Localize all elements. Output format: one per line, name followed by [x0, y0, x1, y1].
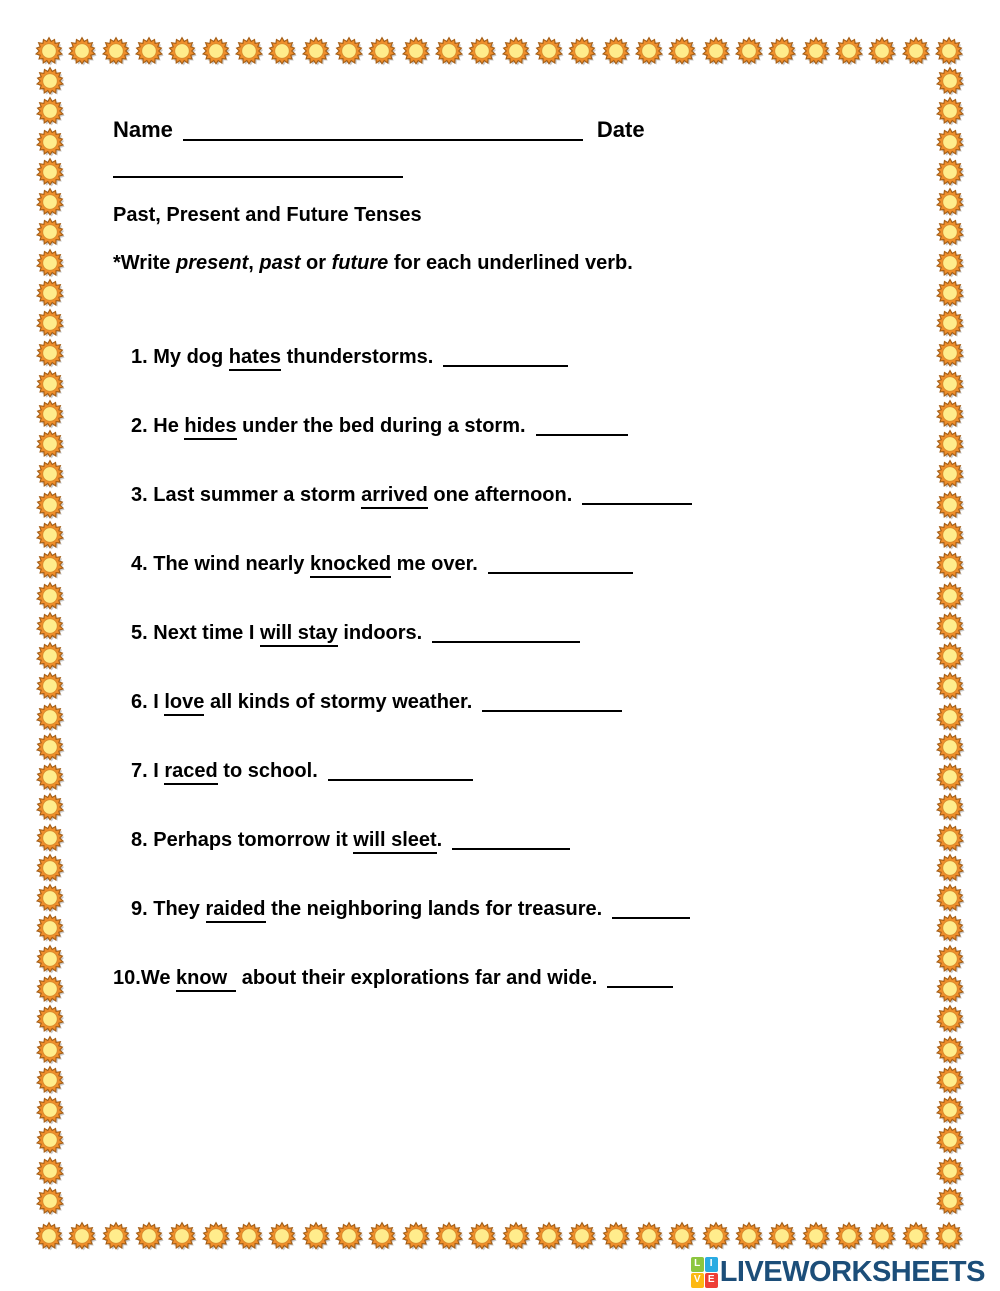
answer-blank[interactable]	[607, 970, 673, 988]
sun-icon	[35, 308, 65, 338]
sun-icon	[35, 520, 65, 550]
sun-icon	[935, 127, 965, 157]
sun-icon	[35, 127, 65, 157]
sun-icon	[35, 853, 65, 883]
sun-icon	[134, 1221, 164, 1251]
sun-icon	[935, 671, 965, 701]
sun-icon	[734, 1221, 764, 1251]
question-row	[113, 689, 913, 715]
answer-blank[interactable]	[328, 763, 473, 781]
sun-icon	[935, 308, 965, 338]
instruction-suffix: for each underlined verb.	[388, 252, 633, 274]
sun-icon	[935, 66, 965, 96]
liveworksheets-logo	[691, 1254, 985, 1290]
sun-icon	[601, 36, 631, 66]
answer-blank[interactable]	[443, 349, 568, 367]
sun-icon	[935, 369, 965, 399]
sun-icon	[935, 913, 965, 943]
sun-icon	[434, 1221, 464, 1251]
sun-icon	[35, 823, 65, 853]
question-text: thunderstorms.	[281, 346, 434, 368]
sun-icon	[35, 187, 65, 217]
question-row	[113, 620, 913, 646]
sun-icon	[367, 36, 397, 66]
question-row	[113, 896, 913, 922]
sun-icon	[34, 36, 64, 66]
sun-icon	[134, 36, 164, 66]
sun-icon	[35, 248, 65, 278]
question-text: Last summer a storm	[153, 484, 362, 506]
sun-icon	[267, 36, 297, 66]
tense-word-future: future	[331, 252, 389, 274]
sun-icon	[834, 1221, 864, 1251]
underlined-verb: raced	[164, 760, 217, 785]
answer-blank[interactable]	[582, 487, 692, 505]
sun-icon	[935, 611, 965, 641]
sun-icon	[867, 36, 897, 66]
date-input-line[interactable]	[113, 176, 403, 178]
question-row	[113, 482, 913, 508]
question-list	[113, 344, 913, 991]
question-text: about their explorations far and wide.	[236, 967, 598, 989]
answer-blank[interactable]	[482, 694, 622, 712]
logo-letter-l: L	[691, 1257, 704, 1272]
tense-word-past: past	[259, 252, 301, 274]
answer-blank[interactable]	[612, 901, 690, 919]
question-number: 3.	[131, 484, 154, 506]
underlined-verb: know	[176, 967, 236, 992]
sun-icon	[701, 36, 731, 66]
sun-icon	[35, 1035, 65, 1065]
sun-icon	[367, 1221, 397, 1251]
sun-icon	[101, 1221, 131, 1251]
question-number: 6.	[131, 691, 154, 713]
sun-icon	[935, 974, 965, 1004]
sun-icon	[35, 641, 65, 671]
sun-icon	[35, 490, 65, 520]
sun-icon	[35, 96, 65, 126]
sun-icon	[601, 1221, 631, 1251]
sun-icon	[35, 883, 65, 913]
sun-icon	[567, 1221, 597, 1251]
question-row	[113, 965, 913, 991]
sun-icon	[34, 1221, 64, 1251]
sun-icon	[935, 1186, 965, 1216]
sun-icon	[35, 611, 65, 641]
sun-icon	[935, 1004, 965, 1034]
sun-icon	[935, 762, 965, 792]
sun-icon	[667, 36, 697, 66]
sun-icon	[935, 550, 965, 580]
instruction-prefix: *Write	[113, 252, 176, 274]
instructions-text	[113, 250, 913, 276]
sun-icon	[935, 823, 965, 853]
sun-icon	[101, 36, 131, 66]
sun-icon	[35, 762, 65, 792]
underlined-verb: raided	[206, 898, 266, 923]
sun-icon	[35, 217, 65, 247]
question-text: My dog	[153, 346, 229, 368]
sun-icon	[234, 36, 264, 66]
sun-icon	[734, 36, 764, 66]
sun-icon	[867, 1221, 897, 1251]
logo-letter-i: I	[705, 1257, 718, 1272]
sun-icon	[934, 1221, 964, 1251]
sun-icon	[501, 36, 531, 66]
sun-icon	[634, 1221, 664, 1251]
sun-icon	[35, 974, 65, 1004]
sun-icon	[35, 732, 65, 762]
sun-icon	[935, 217, 965, 247]
question-text: all kinds of stormy weather.	[204, 691, 473, 713]
name-input-line[interactable]	[183, 121, 583, 141]
answer-blank[interactable]	[452, 832, 570, 850]
sun-icon	[935, 248, 965, 278]
sun-border-left	[35, 66, 65, 1216]
underlined-verb: will sleet	[353, 829, 436, 854]
sun-icon	[334, 1221, 364, 1251]
answer-blank[interactable]	[488, 556, 633, 574]
question-number: 7.	[131, 760, 154, 782]
question-number: 1.	[131, 346, 154, 368]
sun-icon	[935, 278, 965, 308]
sun-icon	[35, 913, 65, 943]
sun-icon	[67, 1221, 97, 1251]
sun-icon	[935, 581, 965, 611]
answer-blank[interactable]	[432, 625, 580, 643]
question-text: Perhaps tomorrow it	[153, 829, 354, 851]
question-row	[113, 551, 913, 577]
tense-word-present: present	[175, 252, 249, 274]
question-row	[113, 413, 913, 439]
question-text: He	[153, 415, 185, 437]
liveworksheets-grid-icon	[691, 1257, 718, 1288]
sun-icon	[567, 36, 597, 66]
name-date-row	[113, 116, 913, 144]
sun-icon	[67, 36, 97, 66]
underlined-verb: hides	[184, 415, 236, 440]
logo-letter-e: E	[705, 1273, 718, 1288]
question-number: 10.	[113, 967, 141, 989]
underlined-verb: knocked	[310, 553, 391, 578]
question-text: me over.	[391, 553, 478, 575]
question-row	[113, 827, 913, 853]
sun-icon	[534, 36, 564, 66]
sun-icon	[534, 1221, 564, 1251]
sun-icon	[935, 429, 965, 459]
sun-icon	[701, 1221, 731, 1251]
question-row	[113, 758, 913, 784]
sun-icon	[935, 1035, 965, 1065]
sun-border-top	[34, 36, 964, 66]
sun-icon	[35, 157, 65, 187]
sun-icon	[935, 490, 965, 520]
underlined-verb: arrived	[361, 484, 428, 509]
sun-icon	[35, 1004, 65, 1034]
sun-icon	[35, 702, 65, 732]
sun-icon	[301, 36, 331, 66]
question-number: 8.	[131, 829, 154, 851]
question-text: The wind nearly	[153, 553, 310, 575]
question-text: .	[436, 829, 443, 851]
sun-icon	[935, 732, 965, 762]
sun-icon	[35, 1065, 65, 1095]
sun-icon	[935, 157, 965, 187]
worksheet-title: Past, Present and Future Tenses	[113, 204, 422, 226]
sun-icon	[334, 36, 364, 66]
name-label: Name	[113, 117, 173, 142]
question-text: They	[153, 898, 206, 920]
sun-icon	[234, 1221, 264, 1251]
sun-icon	[935, 702, 965, 732]
sun-icon	[801, 1221, 831, 1251]
sun-icon	[935, 853, 965, 883]
sun-icon	[834, 36, 864, 66]
sun-icon	[767, 1221, 797, 1251]
sun-icon	[35, 550, 65, 580]
sun-icon	[201, 1221, 231, 1251]
sun-icon	[901, 36, 931, 66]
sun-icon	[935, 399, 965, 429]
sun-icon	[935, 1156, 965, 1186]
instruction-separator: ,	[248, 252, 260, 274]
sun-icon	[901, 1221, 931, 1251]
sun-icon	[35, 399, 65, 429]
question-text: the neighboring lands for treasure.	[265, 898, 603, 920]
sun-icon	[35, 1156, 65, 1186]
sun-icon	[35, 944, 65, 974]
sun-icon	[935, 520, 965, 550]
sun-icon	[935, 1095, 965, 1125]
sun-icon	[935, 187, 965, 217]
sun-icon	[935, 459, 965, 489]
sun-icon	[35, 278, 65, 308]
answer-blank[interactable]	[536, 418, 628, 436]
sun-icon	[35, 459, 65, 489]
underlined-verb: love	[164, 691, 204, 716]
sun-icon	[35, 671, 65, 701]
question-text: indoors.	[337, 622, 423, 644]
sun-icon	[35, 1095, 65, 1125]
question-number: 4.	[131, 553, 154, 575]
question-text: Next time I	[153, 622, 260, 644]
sun-icon	[935, 883, 965, 913]
sun-icon	[934, 36, 964, 66]
sun-icon	[35, 1125, 65, 1155]
question-text: under the bed during a storm.	[236, 415, 526, 437]
sun-icon	[301, 1221, 331, 1251]
sun-icon	[935, 1125, 965, 1155]
sun-icon	[35, 1186, 65, 1216]
sun-icon	[467, 1221, 497, 1251]
sun-icon	[201, 36, 231, 66]
sun-icon	[501, 1221, 531, 1251]
question-number: 5.	[131, 622, 154, 644]
sun-icon	[35, 429, 65, 459]
question-text: I	[153, 760, 165, 782]
question-number: 2.	[131, 415, 154, 437]
sun-icon	[467, 36, 497, 66]
date-label: Date	[596, 117, 645, 142]
sun-icon	[401, 36, 431, 66]
sun-icon	[935, 96, 965, 126]
sun-border-right	[935, 66, 965, 1216]
sun-icon	[935, 792, 965, 822]
liveworksheets-wordmark: LIVEWORKSHEETS	[719, 1256, 985, 1288]
question-row	[113, 344, 913, 370]
sun-icon	[35, 369, 65, 399]
worksheet-content	[113, 116, 913, 1034]
sun-icon	[935, 338, 965, 368]
instruction-separator: or	[300, 252, 332, 274]
question-number: 9.	[131, 898, 154, 920]
sun-icon	[35, 792, 65, 822]
sun-icon	[35, 338, 65, 368]
underlined-verb: will stay	[260, 622, 338, 647]
sun-icon	[935, 641, 965, 671]
sun-icon	[35, 581, 65, 611]
question-text: to school.	[217, 760, 318, 782]
sun-icon	[267, 1221, 297, 1251]
question-text: I	[153, 691, 165, 713]
logo-letter-v: V	[691, 1273, 704, 1288]
sun-icon	[767, 36, 797, 66]
sun-icon	[935, 944, 965, 974]
sun-border-bottom	[34, 1221, 964, 1251]
sun-icon	[935, 1065, 965, 1095]
sun-icon	[634, 36, 664, 66]
sun-icon	[167, 36, 197, 66]
sun-icon	[167, 1221, 197, 1251]
sun-icon	[35, 66, 65, 96]
sun-icon	[801, 36, 831, 66]
sun-icon	[401, 1221, 431, 1251]
underlined-verb: hates	[229, 346, 281, 371]
question-text: We	[140, 967, 177, 989]
sun-icon	[667, 1221, 697, 1251]
question-text: one afternoon.	[427, 484, 573, 506]
sun-icon	[434, 36, 464, 66]
